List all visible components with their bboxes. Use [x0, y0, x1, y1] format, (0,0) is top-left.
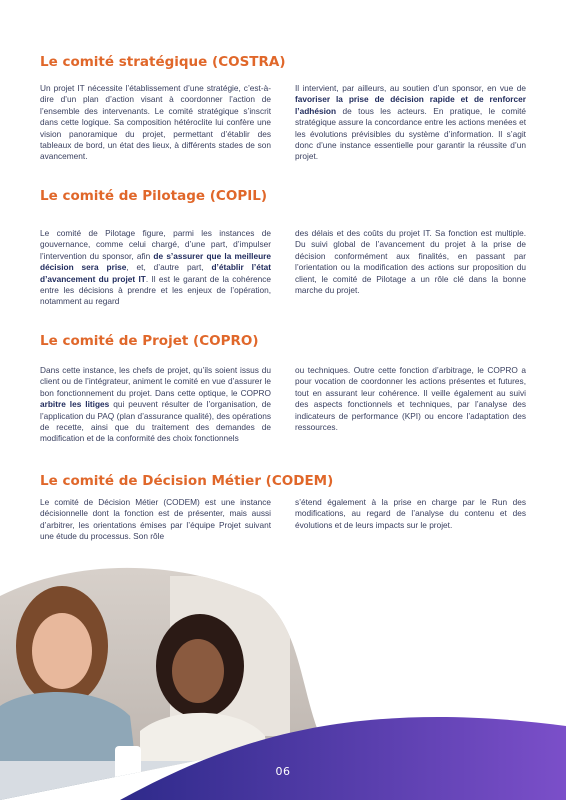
section-title: Le comité de Pilotage (COPIL): [40, 188, 268, 204]
two-women-working-photo: [0, 556, 566, 800]
section-title: Le comité stratégique (COSTRA): [40, 54, 286, 70]
body-text: , et, d’autre part,: [126, 262, 212, 273]
section-copil: [40, 188, 526, 307]
body-text: Le comité de Pilotage figure, parmi les instances de gouvernance, comme celui chargé, d’une part, d’impulser l’intervention du sponsor, afin: [40, 228, 271, 261]
paragraph-right: [295, 365, 526, 433]
body-text: ou techniques. Outre cette fonction d’arbitrage, le COPRO a pour vocation de coordonner les actions présentes et futures, tout en assurant leur cohérence. Il veille également au suivi des aspects fonctionnels et techniques, par l’analyse des indicateurs de performance (KPI) ou encore l’adaptation des ressources.: [295, 365, 526, 433]
paragraph-right: [295, 228, 526, 296]
paragraph-left: [40, 365, 271, 445]
body-text: Il intervient, par ailleurs, au soutien d’un sponsor, en vue de: [295, 83, 526, 93]
emphasis-text: de s’assurer que la meilleure décision sera prise: [40, 250, 271, 273]
section-costra: [40, 54, 526, 162]
body-text: de tous les acteurs. En pratique, le comité stratégique assure la concordance entre les actions menées et les évolutions prévisibles du système d’information. Il s’agit donc d’une instance essentielle pour garantir la réussite d’un projet.: [295, 105, 526, 162]
body-text: qui peuvent résulter de l’organisation, de l’application du PAQ (plan d’assurance qualité), des opérations de recette, ainsi que du traitement des demandes de modification et de la conformité des choix fonctionnels: [40, 399, 272, 444]
section-title: Le comité de Projet (COPRO): [40, 333, 259, 349]
page-number: 06: [275, 765, 291, 778]
body-text: Dans cette instance, les chefs de projet, qu’ils soient issus du client ou de l’intégrateur, animent le comité en vue d’assurer le bon fonctionnement du projet. Dans cette optique, le COPRO: [40, 365, 271, 398]
emphasis-text: d’établir l’état d’avancement du projet IT: [40, 262, 271, 284]
body-text: Le comité de Décision Métier (CODEM) est une instance décisionnelle dont la fonction est de présenter, mais aussi d’arbitrer, les orientations émises par l’équipe Projet suivant une étude du processus. Son rôle: [40, 497, 271, 542]
body-text: . Il est le garant de la cohérence entre les décisions à prendre et les enjeux de l’opération, notamment au regard: [40, 273, 271, 307]
paragraph-left: [40, 228, 271, 308]
emphasis-text: arbitre les litiges: [40, 399, 110, 410]
section-title: Le comité de Décision Métier (CODEM): [40, 473, 334, 489]
section-codem: [40, 473, 526, 542]
paragraph-right: [295, 497, 526, 531]
paragraph-right: [295, 83, 526, 163]
body-text: des délais et des coûts du projet IT. Sa fonction est multiple. Du suivi global de l’avancement du projet à la prise de décision conformément aux finalités, en passant par l’orientation ou la modification des actions sur proposition du client, le comité de Pilotage a un rôle clé dans la bonne marche du projet.: [295, 228, 526, 296]
body-text: Un projet IT nécessite l’établissement d’une stratégie, c’est-à-dire d’un plan d’action visant à coordonner l’action de l’ensemble des intervenants. Le comité stratégique s’inscrit dans cette logique. Sa composition hétéroclite lui confère une vision panoramique du projet, permettant d’établir des tableaux de bord, un état des lieux, à différents stades de son avancement.: [40, 83, 271, 162]
emphasis-text: favoriser la prise de décision rapide et de renforcer l’adhésion: [295, 94, 526, 116]
body-text: s’étend également à la prise en charge par le Run des modifications, au regard de l’analyse du contenu et des évolutions et de leurs impacts sur le projet.: [295, 497, 526, 530]
paragraph-left: [40, 497, 271, 543]
section-copro: [40, 333, 526, 444]
paragraph-left: [40, 83, 271, 163]
